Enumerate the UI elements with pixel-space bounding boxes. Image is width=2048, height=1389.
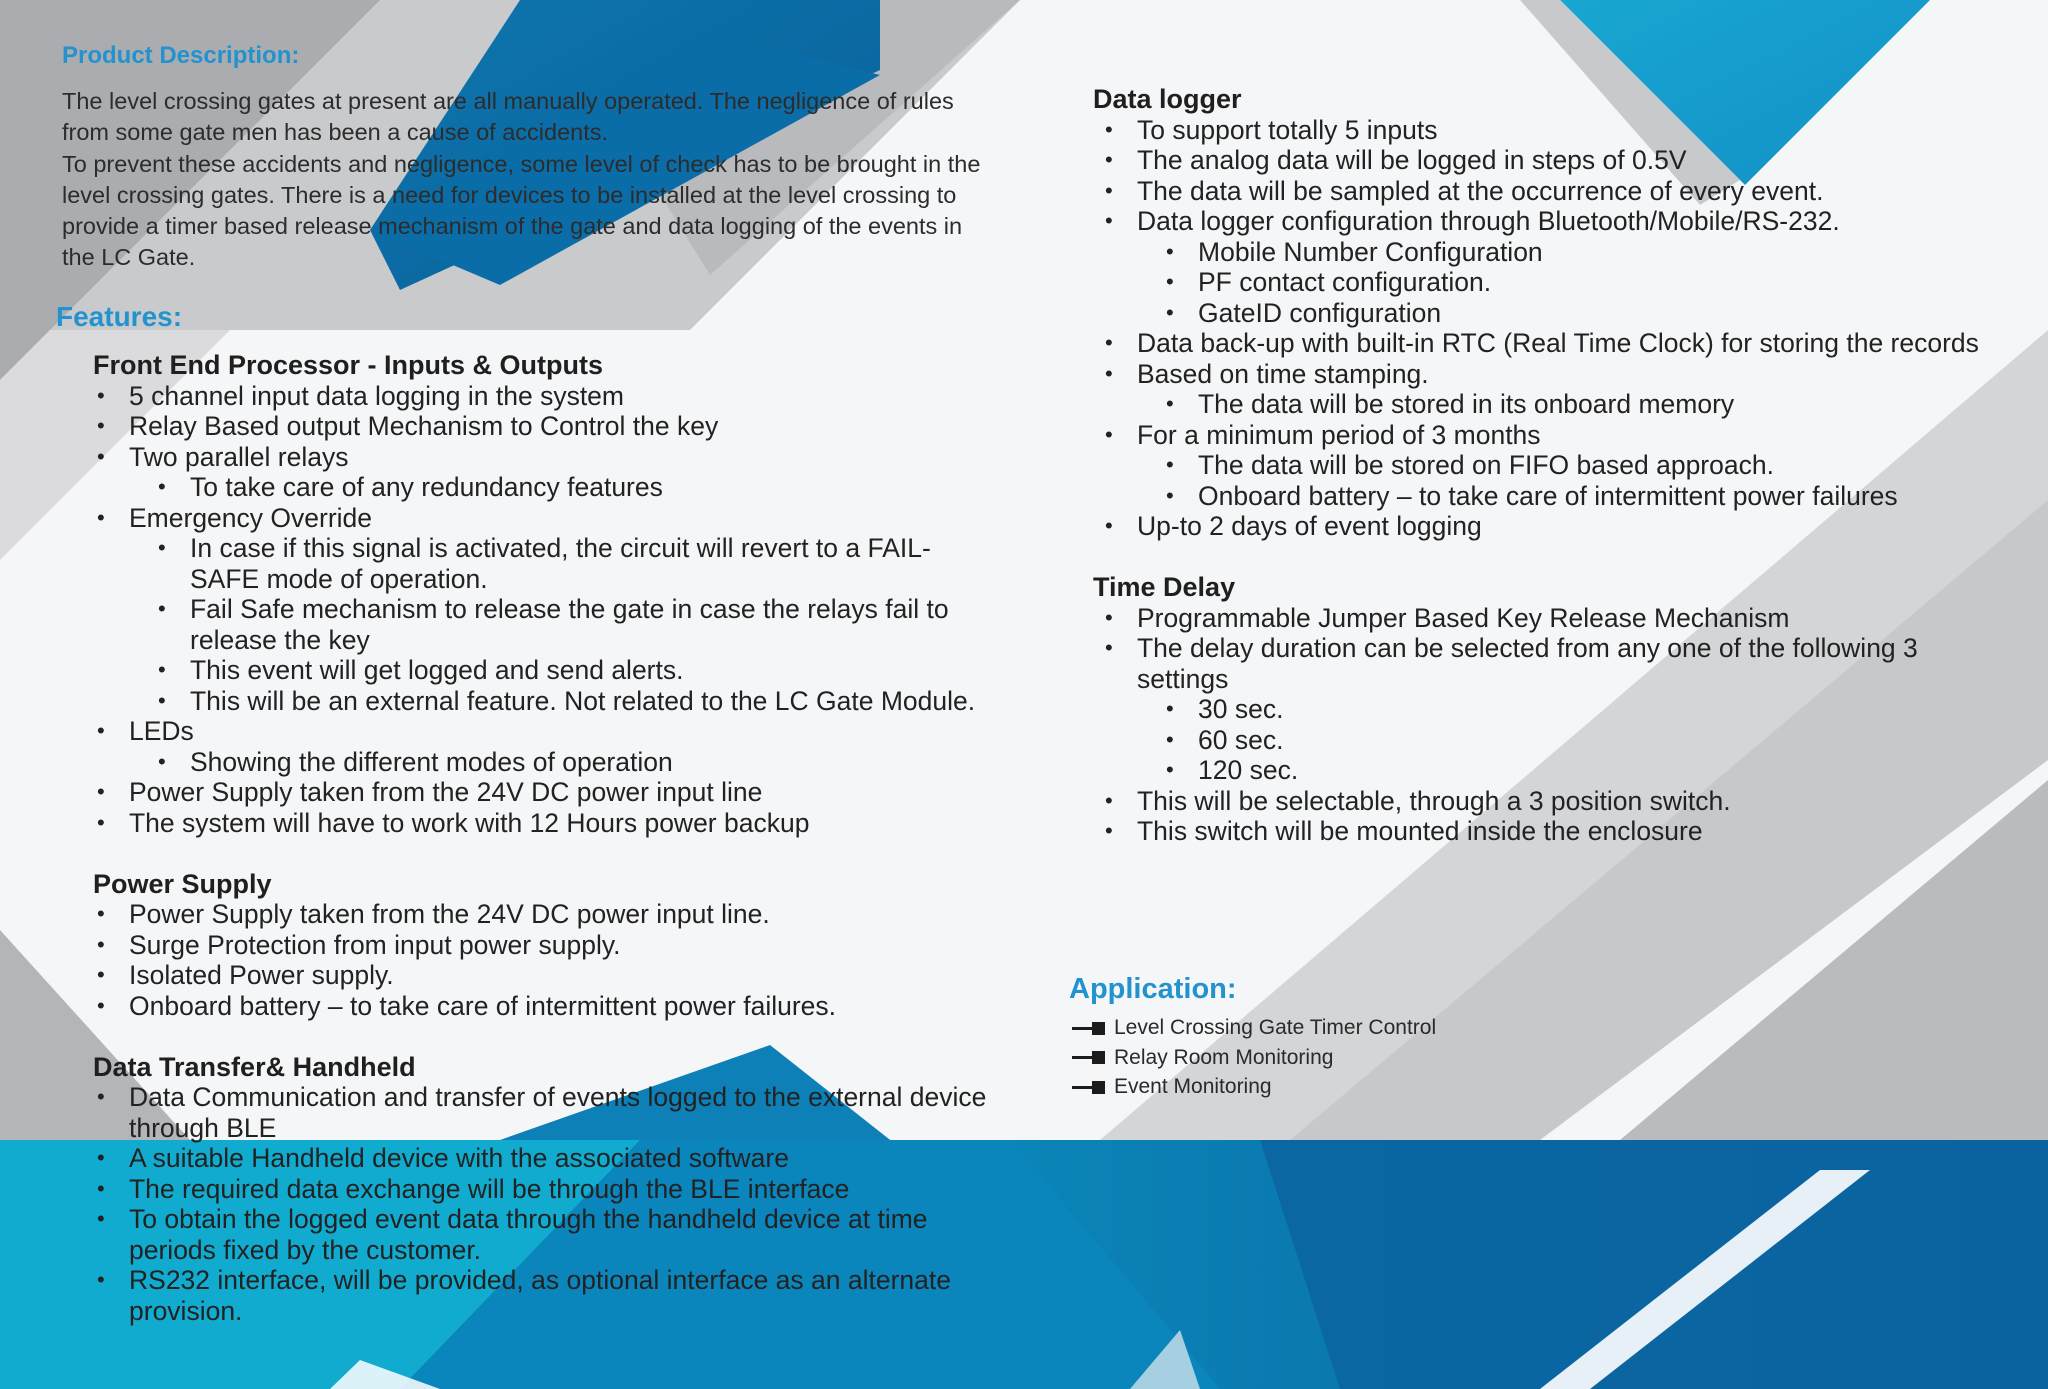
list-item xyxy=(1137,511,2013,542)
list-item-text: Data Communication and transfer of events logged to the external device through BLE xyxy=(129,1082,987,1143)
product-description-title: Product Description: xyxy=(62,42,300,69)
application-title: Application: xyxy=(1069,973,1237,1005)
sub-list xyxy=(1137,389,2013,420)
list-item xyxy=(129,991,993,1022)
list-item-text: Emergency Override xyxy=(129,502,373,533)
list-item xyxy=(1137,603,2013,634)
list-item xyxy=(129,960,993,991)
list-item xyxy=(1137,786,2013,817)
list-item xyxy=(129,1082,993,1143)
sub-list-item: • Fail Safe mechanism to release the gate in case the relays fail to release the key xyxy=(190,594,993,655)
front-end-title: Front End Processor - Inputs & Outputs xyxy=(93,350,604,380)
list-item xyxy=(1137,115,2013,146)
time-delay-title: Time Delay xyxy=(1093,572,1236,602)
list-item-text: The analog data will be logged in steps of 0.5V xyxy=(1137,145,1687,175)
application-item-label: Level Crossing Gate Timer Control xyxy=(1114,1016,1437,1039)
features-body xyxy=(93,350,993,1326)
sub-list-item: • GateID configuration xyxy=(1198,298,2013,329)
list-item-text: Power Supply taken from the 24V DC power input line. xyxy=(129,899,770,929)
arrow-bullet-icon xyxy=(1072,1050,1110,1064)
list-item xyxy=(129,1265,993,1326)
sub-list-item: • Showing the different modes of operation xyxy=(190,747,993,778)
list-item xyxy=(129,381,993,412)
data-transfer-title: Data Transfer& Handheld xyxy=(93,1051,416,1082)
list-item-text: Surge Protection from input power supply. xyxy=(129,929,621,960)
sub-list-item: • 60 sec. xyxy=(1198,725,2013,756)
application-item-label: Event Monitoring xyxy=(1114,1075,1272,1098)
list-item-text: The system will have to work with 12 Hours power backup xyxy=(129,807,810,838)
sub-list-item: • In case if this signal is activated, the circuit will revert to a FAIL-SAFE mode of operation. xyxy=(190,533,993,594)
product-description-body xyxy=(62,86,992,274)
sub-list-item: • To take care of any redundancy features xyxy=(190,472,993,503)
sub-list-item: • 120 sec. xyxy=(1198,755,2013,786)
list-item xyxy=(1137,328,2013,359)
list-item xyxy=(129,930,993,961)
list-item xyxy=(129,716,993,777)
arrow-bullet-icon xyxy=(1072,1080,1110,1094)
data-logger-title: Data logger xyxy=(1093,84,1242,114)
list-item-text: Data logger configuration through Bluetooth/Mobile/RS-232. xyxy=(1137,206,1840,236)
front-end-list xyxy=(93,381,993,839)
product-description-section xyxy=(62,42,982,70)
list-item xyxy=(129,808,993,839)
description-paragraph: The level crossing gates at present are all manually operated. The negligence of rules from some gate men has been a cause of accidents. xyxy=(62,88,954,146)
list-item-text: Two parallel relays xyxy=(129,441,349,472)
list-item xyxy=(1137,816,2013,847)
list-item xyxy=(1137,420,2013,512)
power-supply-title: Power Supply xyxy=(93,868,272,899)
time-delay-list xyxy=(1093,603,2013,847)
list-item xyxy=(129,442,993,503)
application-list xyxy=(1072,1013,1436,1102)
data-logger-list xyxy=(1093,115,2013,542)
list-item-text: To support totally 5 inputs xyxy=(1137,114,1438,145)
sub-list xyxy=(129,747,993,778)
list-item xyxy=(1137,145,2013,176)
sub-list-item: • Onboard battery – to take care of intermittent power failures xyxy=(1198,481,2013,512)
sub-list xyxy=(129,472,993,503)
list-item-text: Relay Based output Mechanism to Control the key xyxy=(129,411,719,441)
list-item xyxy=(129,1174,993,1205)
list-item xyxy=(129,899,993,930)
list-item-text: Power Supply taken from the 24V DC power input line xyxy=(129,777,763,807)
list-item-text: For a minimum period of 3 months xyxy=(1137,419,1541,450)
list-item-text: 5 channel input data logging in the system xyxy=(129,380,624,411)
list-item xyxy=(129,1204,993,1265)
list-item-text: Up-to 2 days of event logging xyxy=(1137,511,1482,541)
sub-list-item: • PF contact configuration. xyxy=(1198,267,2013,298)
list-item xyxy=(129,411,993,442)
list-item-text: Isolated Power supply. xyxy=(129,960,394,990)
list-item-text: RS232 interface, will be provided, as optional interface as an alternate provision. xyxy=(129,1265,951,1326)
sub-list xyxy=(129,533,993,716)
sub-list xyxy=(1137,694,2013,786)
application-item xyxy=(1072,1072,1436,1102)
list-item-text: This switch will be mounted inside the enclosure xyxy=(1137,816,1703,846)
power-supply-list xyxy=(93,899,993,1021)
application-item xyxy=(1072,1043,1436,1073)
list-item-text: This will be selectable, through a 3 position switch. xyxy=(1137,785,1731,816)
sub-list xyxy=(1137,450,2013,511)
arrow-bullet-icon xyxy=(1072,1021,1110,1035)
list-item xyxy=(1137,206,2013,328)
sub-list-item: • This event will get logged and send alerts. xyxy=(190,655,993,686)
list-item-text: A suitable Handheld device with the associated software xyxy=(129,1143,789,1173)
list-item-text: Data back-up with built-in RTC (Real Time Clock) for storing the records xyxy=(1137,328,1979,358)
application-item xyxy=(1072,1013,1436,1043)
sub-list-item: • The data will be stored on FIFO based approach. xyxy=(1198,450,2013,481)
sub-list-item: • This will be an external feature. Not related to the LC Gate Module. xyxy=(190,686,993,717)
sub-list-item: • Mobile Number Configuration xyxy=(1198,237,2013,268)
list-item-text: Based on time stamping. xyxy=(1137,358,1429,389)
list-item xyxy=(129,1143,993,1174)
list-item-text: Programmable Jumper Based Key Release Mechanism xyxy=(1137,602,1790,633)
list-item xyxy=(1137,176,2013,207)
list-item-text: LEDs xyxy=(129,716,194,746)
list-item xyxy=(129,503,993,717)
data-transfer-list xyxy=(93,1082,993,1326)
list-item xyxy=(129,777,993,808)
sub-list-item: • The data will be stored in its onboard memory xyxy=(1198,389,2013,420)
description-paragraph: To prevent these accidents and negligence, some level of check has to be brought in the level crossing gates. There is a need for devices to be installed at the level crossing to provide a timer based release mechanism of the gate and data logging of the events in the LC Gate. xyxy=(62,150,981,271)
sub-list-item: • 30 sec. xyxy=(1198,694,2013,725)
list-item xyxy=(1137,359,2013,420)
sub-list xyxy=(1137,237,2013,329)
list-item xyxy=(1137,633,2013,786)
list-item-text: The delay duration can be selected from any one of the following 3 settings xyxy=(1137,633,1918,694)
list-item-text: Onboard battery – to take care of intermittent power failures. xyxy=(129,990,837,1021)
features-title: Features: xyxy=(56,301,183,332)
list-item-text: The data will be sampled at the occurrence of every event. xyxy=(1137,175,1824,206)
list-item-text: The required data exchange will be through the BLE interface xyxy=(129,1173,850,1204)
right-column xyxy=(1093,84,2013,847)
application-item-label: Relay Room Monitoring xyxy=(1114,1045,1334,1069)
list-item-text: To obtain the logged event data through the handheld device at time periods fixed by the customer. xyxy=(129,1204,928,1265)
